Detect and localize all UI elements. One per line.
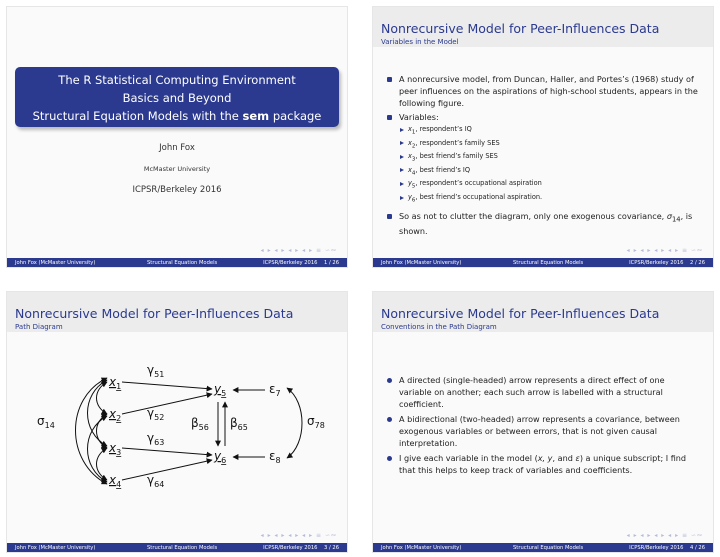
footer-title: Structural Equation Models — [513, 545, 584, 551]
var-y5: $y_5$ — [214, 382, 227, 398]
title-line-1: The R Statistical Computing Environment — [58, 73, 296, 87]
bullet-bidirectional-arrow: A bidirectional (two-headed) arrow represents a covariance, between exogenous variables or between errors, that is not given causal interpretation. — [385, 413, 697, 449]
footer-bar — [7, 543, 347, 552]
bullet-model: A nonrecursive model, from Duncan, Haller, and Portes’s (1968) study of peer influences on the aspirations of high-school students, appears in the following figure. — [385, 73, 703, 109]
footer-title: Structural Equation Models — [147, 260, 218, 266]
slide-header — [373, 7, 713, 47]
title-line-3: Structural Equation Models with the sem package — [32, 109, 322, 123]
error-e7: $\varepsilon_7$ — [269, 382, 281, 398]
variable-item: $x_4$, best friend’s IQ — [399, 165, 703, 179]
footer-title: Structural Equation Models — [513, 260, 584, 266]
arrow-x3-y6 — [122, 448, 212, 455]
arrow-x4-y6 — [122, 460, 212, 480]
coef-gamma64: $\gamma_{64}$ — [147, 473, 165, 489]
coef-sigma14: $\sigma_{14}$ — [37, 414, 55, 430]
nav-controls[interactable]: ◂ ▸ ◂ ▸ ◂ ▸ ◂ ▸ ≡ ∽∾ — [260, 247, 337, 254]
variable-item: $y_5$, respondent’s occupational aspiration — [399, 178, 703, 192]
cov-x1-x4 — [76, 378, 108, 484]
slide-subtitle: Conventions in the Path Diagram — [381, 323, 497, 331]
variable-item: $x_3$, best friend’s family SES — [399, 151, 703, 165]
coef-gamma52: $\gamma_{52}$ — [147, 406, 165, 422]
footer-author: John Fox (McMaster University) — [15, 545, 96, 551]
slide-2 — [372, 6, 714, 268]
footer-author: John Fox (McMaster University) — [15, 260, 96, 266]
footer-title: Structural Equation Models — [147, 545, 218, 551]
variable-item: $y_6$, best friend’s occupational aspiration. — [399, 192, 703, 206]
author-name: John Fox — [159, 143, 195, 153]
arrow-x2-y5 — [122, 394, 212, 414]
slide-subtitle: Variables in the Model — [381, 38, 459, 46]
slide-4 — [372, 291, 714, 553]
var-x4: $x_4$ — [109, 473, 122, 489]
bullet-variables: Variables: — [385, 111, 703, 123]
footer-author: John Fox (McMaster University) — [381, 260, 462, 266]
variable-item: $x_2$, respondent’s family SES — [399, 138, 703, 152]
slide-title: Nonrecursive Model for Peer-Influences Data — [381, 306, 660, 321]
bullet-directed-arrow: A directed (single-headed) arrow represents a direct effect of one variable on another; each such arrow is labelled with a structural coefficient. — [385, 374, 697, 410]
bullet-covariance: So as not to clutter the diagram, only one exogenous covariance, $\sigma_{14}$, is shown. — [385, 210, 703, 238]
slide-3 — [6, 291, 348, 553]
footer-bar — [373, 258, 713, 267]
var-y6: $y_6$ — [214, 449, 227, 465]
coef-beta65: $\beta_{65}$ — [230, 416, 248, 432]
arrow-x1-y5 — [122, 382, 212, 389]
coef-gamma63: $\gamma_{63}$ — [147, 431, 165, 447]
nav-controls[interactable]: ◂ ▸ ◂ ▸ ◂ ▸ ◂ ▸ ≡ ∽∾ — [626, 532, 703, 539]
footer-page: ICPSR/Berkeley 2016 3 / 26 — [263, 545, 339, 551]
title-line-2: Basics and Beyond — [122, 91, 232, 105]
var-x2: $x_2$ — [109, 407, 122, 423]
footer-bar — [373, 543, 713, 552]
slide-title: Nonrecursive Model for Peer-Influences Data — [381, 21, 660, 36]
var-x3: $x_3$ — [109, 441, 122, 457]
nav-controls[interactable]: ◂ ▸ ◂ ▸ ◂ ▸ ◂ ▸ ≡ ∽∾ — [260, 532, 337, 539]
nav-controls[interactable]: ◂ ▸ ◂ ▸ ◂ ▸ ◂ ▸ ≡ ∽∾ — [626, 247, 703, 254]
footer-page: ICPSR/Berkeley 2016 1 / 26 — [263, 260, 339, 266]
slide-header — [373, 292, 713, 332]
bullet-subscripts: I give each variable in the model (x, y, and ε) a unique subscript; I find that this helps to keep track of variables and coefficients. — [385, 452, 697, 476]
cov-e7-e8 — [287, 388, 302, 458]
coef-gamma51: $\gamma_{51}$ — [147, 363, 165, 379]
error-e8: $\varepsilon_8$ — [269, 449, 281, 465]
event: ICPSR/Berkeley 2016 — [132, 185, 222, 195]
slide-title: Nonrecursive Model for Peer-Influences Data — [15, 306, 294, 321]
slide-1 — [6, 6, 348, 268]
coef-beta56: $\beta_{56}$ — [191, 416, 209, 432]
footer-author: John Fox (McMaster University) — [381, 545, 462, 551]
footer-page: ICPSR/Berkeley 2016 4 / 26 — [629, 545, 705, 551]
footer-page: ICPSR/Berkeley 2016 2 / 26 — [629, 260, 705, 266]
coef-sigma78: $\sigma_{78}$ — [307, 414, 325, 430]
institute: McMaster University — [143, 165, 211, 173]
footer-bar — [7, 258, 347, 267]
var-x1: $x_1$ — [109, 375, 122, 391]
title-box — [15, 67, 339, 127]
path-diagram — [7, 292, 347, 552]
variable-item: $x_1$, respondent’s IQ — [399, 124, 703, 138]
slide-subtitle: Path Diagram — [15, 323, 63, 331]
